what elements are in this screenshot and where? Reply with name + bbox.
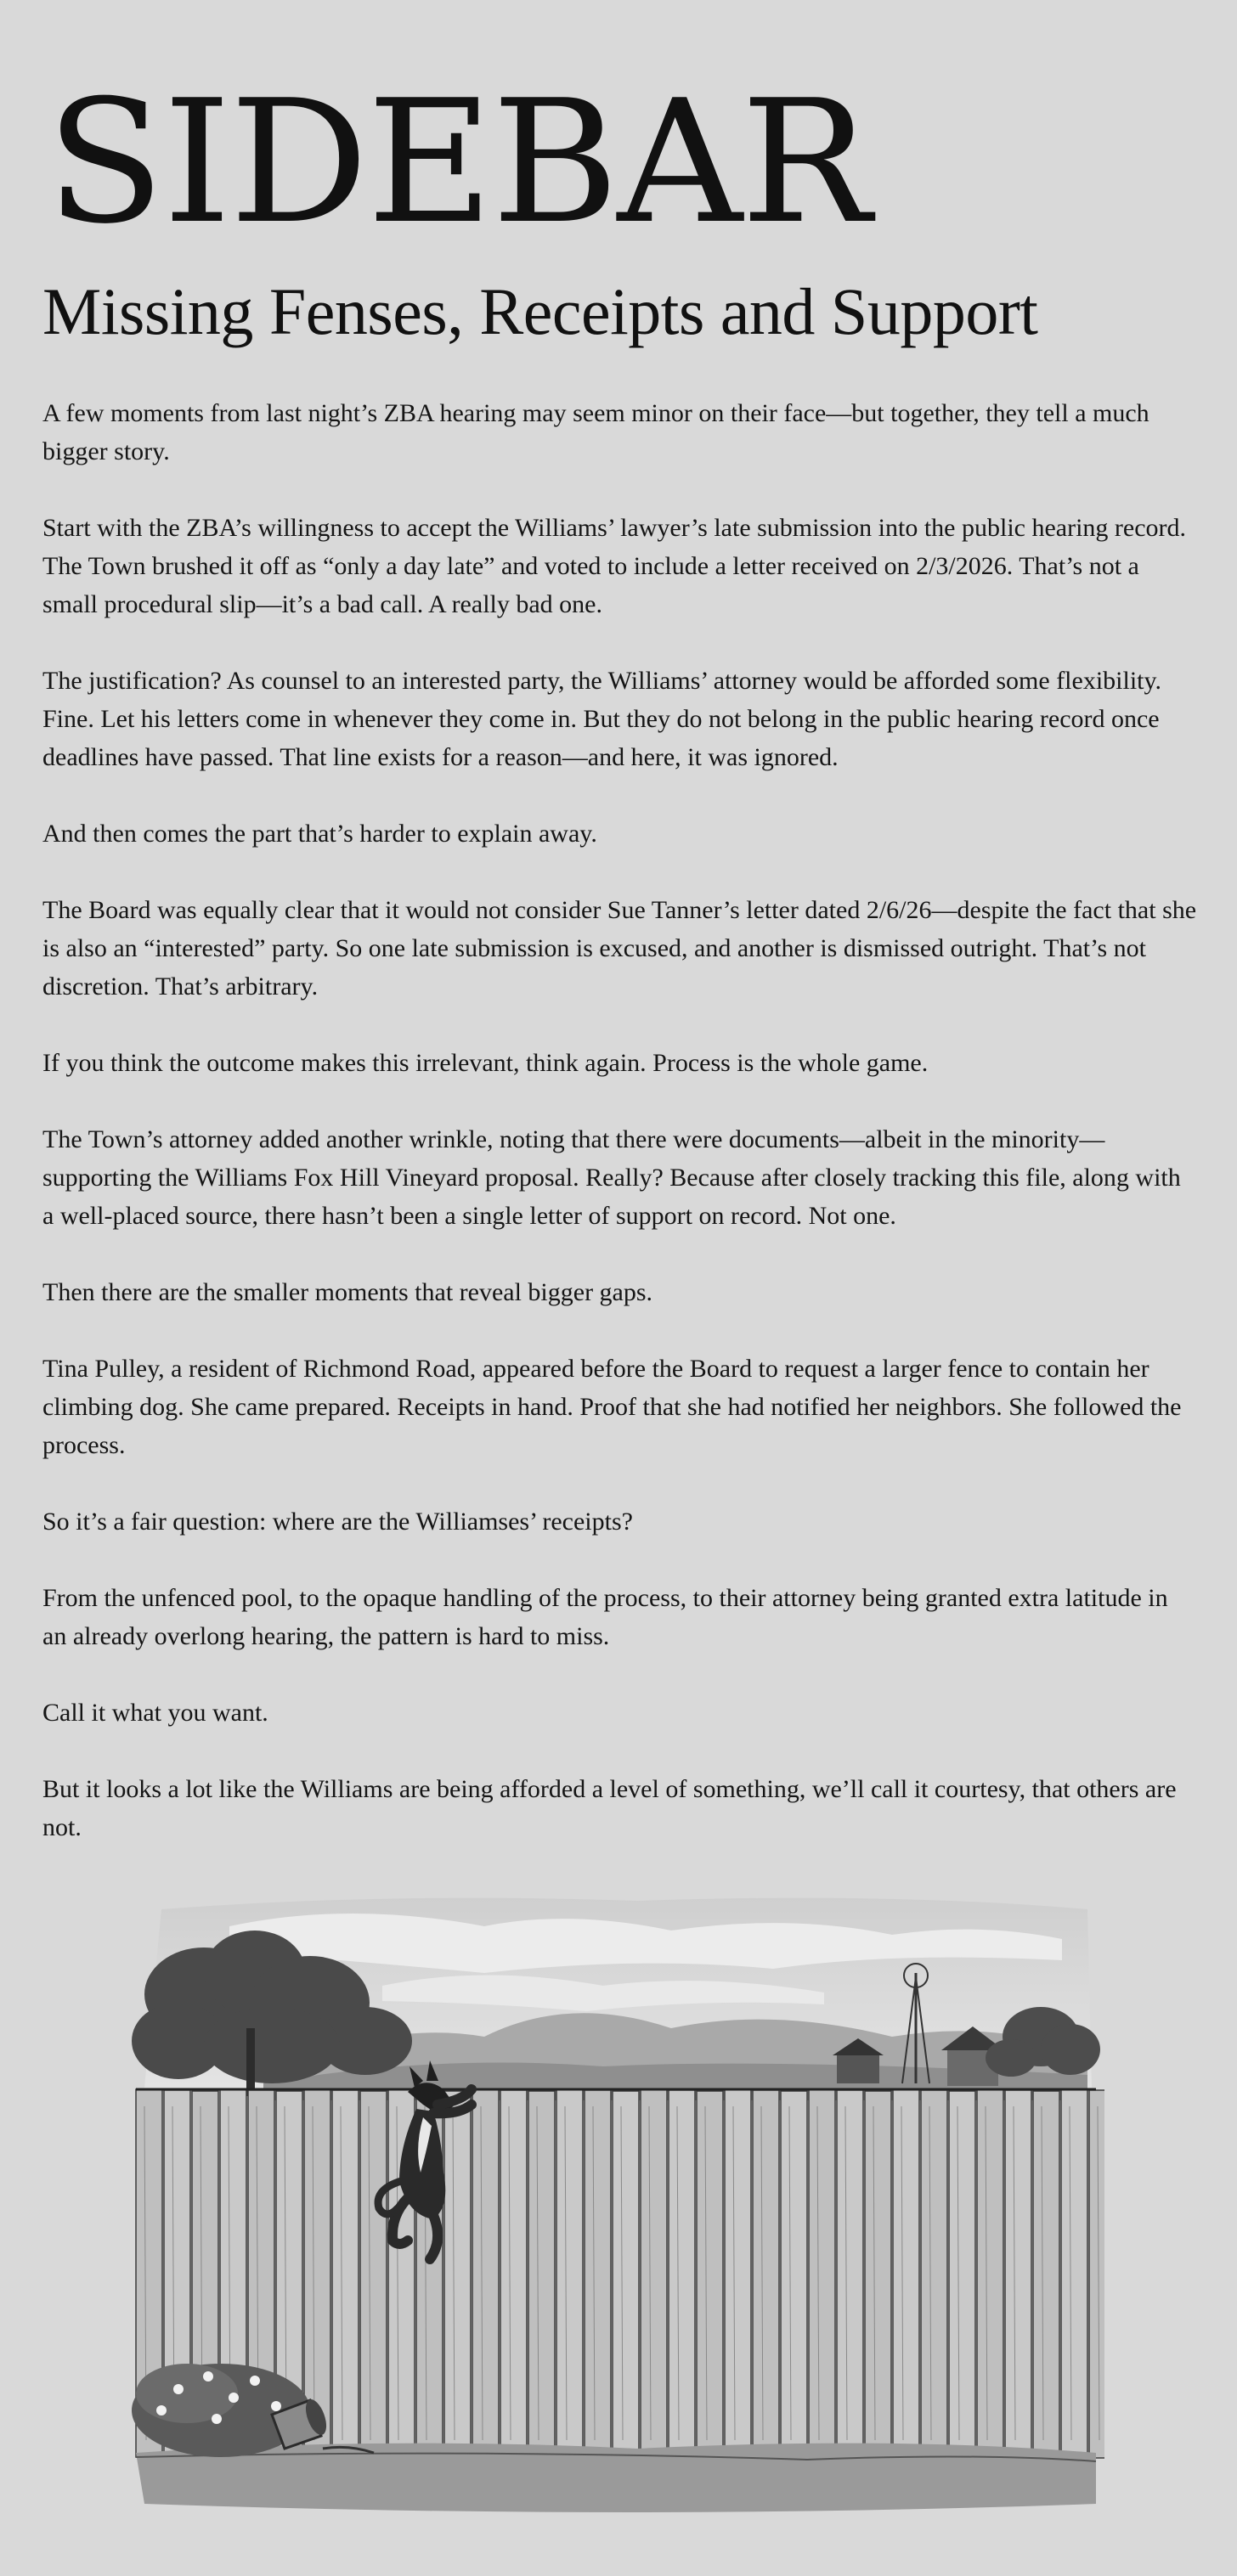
paragraph: A few moments from last night’s ZBA hearing may seem minor on their face—but together, they tell a much bigger story.	[42, 399, 1149, 465]
fence-board	[1061, 2089, 1087, 2457]
fence-board	[697, 2091, 723, 2459]
fence-board	[753, 2090, 779, 2458]
paragraph: But it looks a lot like the Williams are being afforded a level of something, we’ll call it courtesy, that others are not.	[42, 1775, 1177, 1841]
paragraph: Then there are the smaller moments that reveal bigger gaps.	[42, 1278, 653, 1306]
paragraph: Start with the ZBA’s willingness to accept the Williams’ lawyer’s late submission into the public hearing record. The Town brushed it off as “only a day late” and voted to include a letter received on 2/3/2026. That’s not a small procedural slip—it’s a bad call. A really bad one.	[42, 514, 1187, 618]
paragraph: And then comes the part that’s harder to explain away.	[42, 820, 597, 848]
fence-board	[865, 2091, 891, 2459]
fence-board	[1089, 2090, 1104, 2458]
ground	[136, 2444, 1096, 2512]
paragraph: If you think the outcome makes this irrelevant, think again. Process is the whole game.	[42, 1049, 929, 1077]
article-body	[42, 394, 1198, 1885]
fence-board	[444, 2091, 471, 2459]
fence-board	[977, 2089, 1003, 2457]
fence-board	[725, 2089, 751, 2457]
fence-board	[893, 2089, 919, 2457]
fence-board	[809, 2089, 835, 2457]
fence-board	[949, 2091, 975, 2459]
paragraph: The justification? As counsel to an interested party, the Williams’ attorney would be afforded some flexibility. Fine. Let his letters come in whenever they come in. But they do not belong in the public hearing record once deadlines have passed. That line exists for a reason—and here, it was ignored.	[42, 667, 1162, 771]
paragraph: The Board was equally clear that it would not consider Sue Tanner’s letter dated 2/6/26—despite the fact that she is also an “interested” party. So one late submission is excused, and another is dismissed outright. That’s not discretion. That’s arbitrary.	[42, 896, 1197, 1001]
paragraph: The Town’s attorney added another wrinkle, noting that there were documents—albeit in the minority—supporting the Williams Fox Hill Vineyard proposal. Really? Because after closely tracking this file, along with a well-placed source, there hasn’t been a single letter of support on record. Not one.	[42, 1125, 1181, 1230]
fence-board	[1005, 2090, 1031, 2458]
fence-board	[613, 2091, 639, 2459]
fence-board	[669, 2090, 695, 2458]
fence-dog-illustration	[127, 1892, 1104, 2521]
fence-board	[556, 2089, 583, 2457]
fence-board	[472, 2089, 499, 2457]
fence-board	[360, 2091, 387, 2459]
fence-board	[332, 2090, 359, 2458]
fence-board	[921, 2090, 947, 2458]
paragraph: From the unfenced pool, to the opaque handling of the process, to their attorney being granted extra latitude in an already overlong hearing, the pattern is hard to miss.	[42, 1584, 1168, 1650]
article-headline: Missing Fenses, Receipts and Support	[42, 274, 1038, 348]
fence-board	[528, 2091, 555, 2459]
fence-board	[585, 2090, 611, 2458]
paragraph: Call it what you want.	[42, 1699, 268, 1727]
paragraph: Tina Pulley, a resident of Richmond Road, appeared before the Board to request a larger fence to contain her climbing dog. She came prepared. Receipts in hand. Proof that she had notified her neighbors. She followed the process.	[42, 1355, 1182, 1459]
fence-board	[837, 2090, 863, 2458]
fence-board	[641, 2089, 667, 2457]
fence-board	[781, 2091, 807, 2459]
paragraph: So it’s a fair question: where are the Williamses’ receipts?	[42, 1508, 633, 1536]
fence-board	[1033, 2091, 1059, 2459]
masthead-title: SIDEBAR	[46, 64, 870, 262]
fence-board	[500, 2090, 527, 2458]
